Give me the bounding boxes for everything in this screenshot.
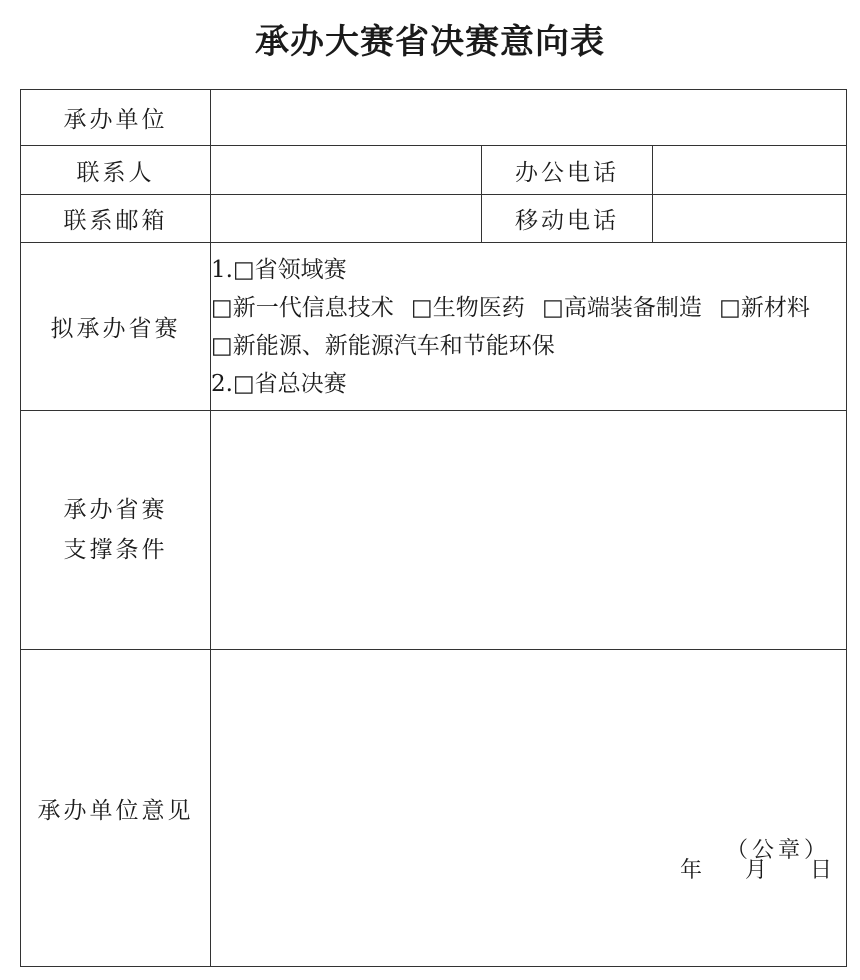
date-day: 日 bbox=[810, 858, 833, 883]
field-option-it[interactable]: □新一代信息技术 bbox=[211, 294, 394, 321]
field-options bbox=[211, 289, 846, 365]
support-conditions-field[interactable] bbox=[211, 411, 847, 650]
mobile-phone-label: 移动电话 bbox=[482, 195, 653, 243]
date-month: 月 bbox=[744, 858, 767, 883]
date-line bbox=[680, 853, 832, 884]
host-opinion-field[interactable] bbox=[211, 650, 847, 967]
contact-email-field[interactable] bbox=[211, 195, 482, 243]
intention-form-table bbox=[20, 89, 847, 967]
field-option-energy[interactable]: □新能源、新能源汽车和节能环保 bbox=[211, 332, 555, 359]
official-seal-text: （公章） bbox=[726, 838, 831, 863]
field-option-biomedicine[interactable]: □生物医药 bbox=[411, 294, 525, 321]
contact-person-label: 联系人 bbox=[21, 146, 211, 195]
host-unit-label: 承办单位 bbox=[21, 90, 211, 146]
office-phone-field[interactable] bbox=[653, 146, 847, 195]
page-title: 承办大赛省决赛意向表 bbox=[255, 22, 605, 62]
host-unit-field[interactable] bbox=[211, 90, 847, 146]
field-option-materials[interactable]: □新材料 bbox=[719, 294, 810, 321]
support-conditions-label-line2: 支撑条件 bbox=[63, 537, 168, 563]
field-option-equipment[interactable]: □高端装备制造 bbox=[542, 294, 702, 321]
intended-competition-options bbox=[211, 243, 847, 411]
office-phone-label: 办公电话 bbox=[482, 146, 653, 195]
host-opinion-label: 承办单位意见 bbox=[21, 650, 211, 967]
intended-competition-label: 拟承办省赛 bbox=[21, 243, 211, 411]
row-contact bbox=[21, 146, 847, 195]
row-intended-competition bbox=[21, 243, 847, 411]
contact-person-field[interactable] bbox=[211, 146, 482, 195]
support-conditions-label bbox=[21, 411, 211, 650]
option-provincial-field-competition[interactable]: 1.□省领域赛 bbox=[211, 256, 347, 283]
row-host-unit bbox=[21, 90, 847, 146]
row-host-opinion bbox=[21, 650, 847, 967]
contact-email-label: 联系邮箱 bbox=[21, 195, 211, 243]
option-provincial-final[interactable]: 2.□省总决赛 bbox=[211, 370, 347, 397]
row-support-conditions bbox=[21, 411, 847, 650]
date-year: 年 bbox=[679, 858, 702, 883]
row-email bbox=[21, 195, 847, 243]
mobile-phone-field[interactable] bbox=[653, 195, 847, 243]
support-conditions-label-line1: 承办省赛 bbox=[63, 497, 168, 523]
